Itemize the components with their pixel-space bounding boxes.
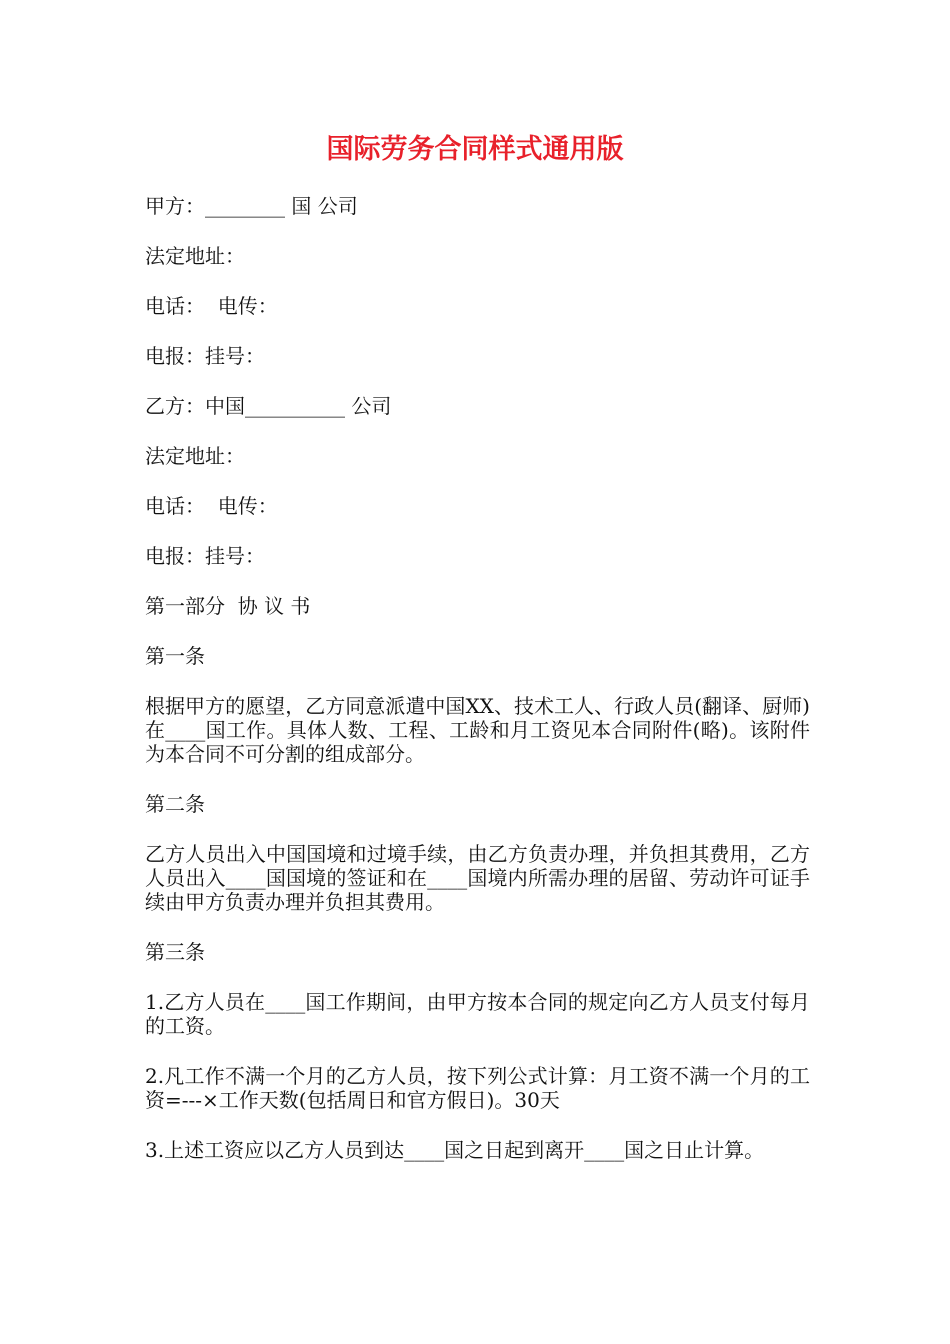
party-a-address: 法定地址： [145, 244, 245, 268]
party-b-phone-fax: 电话： 电传： [145, 494, 278, 518]
part-one-heading: 第一部分 协 议 书 [145, 594, 311, 618]
article-three-clause-1: 1.乙方人员在____国工作期间，由甲方按本合同的规定向乙方人员支付每月的工资。 [145, 990, 810, 1038]
article-one-text: 根据甲方的愿望，乙方同意派遣中国XX、技术工人、行政人员(翻译、厨师)在____国工作。具体人数、工程、工龄和月工资见本合同附件(略)。该附件为本合同不可分割的组成部分。 [145, 694, 810, 766]
party-b-telegram: 电报：挂号： [145, 544, 265, 568]
article-one-heading: 第一条 [145, 644, 205, 668]
article-two-heading: 第二条 [145, 792, 205, 816]
party-b-address: 法定地址： [145, 444, 245, 468]
party-a-telegram: 电报：挂号： [145, 344, 265, 368]
document-body [145, 194, 810, 1188]
article-three-clause-2: 2.凡工作不满一个月的乙方人员，按下列公式计算：月工资不满一个月的工资=---×工作天数(包括周日和官方假日)。30天 [145, 1064, 810, 1112]
article-three-heading: 第三条 [145, 940, 205, 964]
party-a-phone-fax: 电话： 电传： [145, 294, 278, 318]
party-b-line: 乙方：中国__________ 公司 [145, 394, 392, 418]
document-title: 国际劳务合同样式通用版 [326, 134, 624, 165]
article-two-text: 乙方人员出入中国国境和过境手续，由乙方负责办理，并负担其费用，乙方人员出入____国国境的签证和在____国境内所需办理的居留、劳动许可证手续由甲方负责办理并负担其费用。 [145, 842, 810, 914]
article-three-clause-3: 3.上述工资应以乙方人员到达____国之日起到离开____国之日止计算。 [145, 1138, 765, 1162]
party-a-line: 甲方：________ 国 公司 [145, 194, 358, 218]
